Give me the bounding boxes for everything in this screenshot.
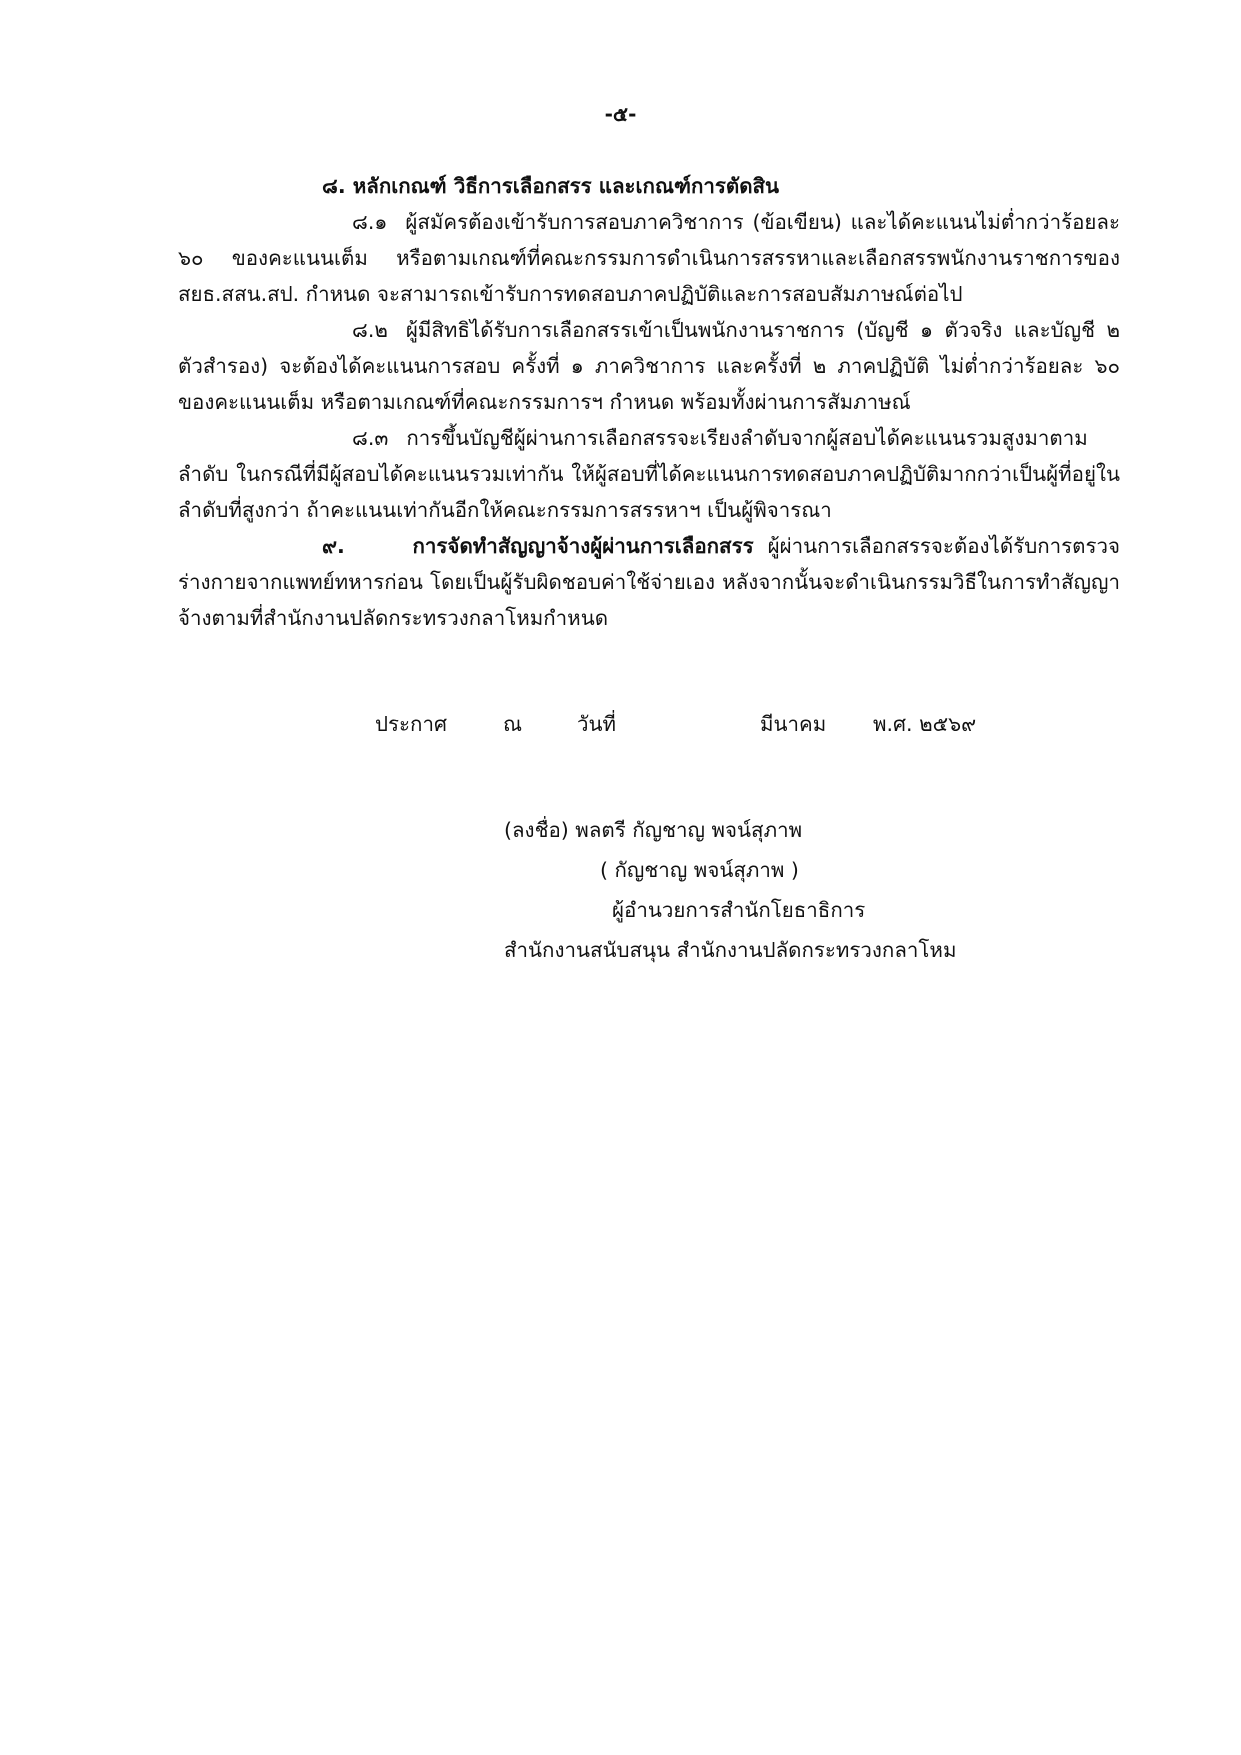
section-8-2-paragraph [178,312,1120,420]
section-8-3-text: การขึ้นบัญชีผู้ผ่านการเลือกสรรจะเรียงลำดับจากผู้สอบได้คะแนนรวมสูงมาตามลำดับ ในกรณีที่มีผู้สอบได้คะแนนรวมเท่ากัน ให้ผู้สอบที่ได้คะแนนการทดสอบภาคปฏิบัติมากกว่าเป็นผู้ที่อยู่ในลำดับที่สูงกว่า ถ้าคะแนนเท่ากันอีกให้คณะกรรมการสรรหาฯ เป็นผู้พิจารณา [178,426,1120,522]
announcement-date-label: วันที่ [577,712,617,736]
signature-office: สำนักงานสนับสนุน สำนักงานปลัดกระทรวงกลาโหม [504,938,957,962]
announcement-year: พ.ศ. ๒๕๖๙ [873,712,977,736]
signature-signed: (ลงชื่อ) พลตรี กัญชาญ พจน์สุภาพ [504,818,803,842]
section-8-3-paragraph [178,420,1120,528]
section-8-1-paragraph [178,204,1120,312]
document-body [178,168,1120,636]
section-8-1-number: ๘.๑ [352,210,388,234]
section-9-paragraph [178,528,1120,636]
page-number: -๕- [604,102,637,126]
section-8-1-text: ผู้สมัครต้องเข้ารับการสอบภาควิชาการ (ข้อเขียน) และได้คะแนนไม่ต่ำกว่าร้อยละ ๖๐ ของคะแนนเต็ม หรือตามเกณฑ์ที่คณะกรรมการดำเนินการสรรหาและเลือกสรรพนักงานราชการของ สยธ.สสน.สป. กำหนด จะสามารถเข้ารับการทดสอบภาคปฏิบัติและการสอบสัมภาษณ์ต่อไป [178,210,1120,306]
section-8-heading: ๘. หลักเกณฑ์ วิธีการเลือกสรร และเกณฑ์การตัดสิน [322,174,780,198]
announcement-line [0,708,1241,748]
announcement-month: มีนาคม [760,712,827,736]
announcement-at: ณ [503,712,523,736]
section-9-heading: ๙. การจัดทำสัญญาจ้างผู้ผ่านการเลือกสรร [322,534,754,558]
section-8-2-text: ผู้มีสิทธิได้รับการเลือกสรรเข้าเป็นพนักงานราชการ (บัญชี ๑ ตัวจริง และบัญชี ๒ ตัวสำรอง) จะต้องได้คะแนนการสอบ ครั้งที่ ๑ ภาควิชาการ และครั้งที่ ๒ ภาคปฏิบัติ ไม่ต่ำกว่าร้อยละ ๖๐ ของคะแนนเต็ม หรือตามเกณฑ์ที่คณะกรรมการฯ กำหนด พร้อมทั้งผ่านการสัมภาษณ์ [178,318,1120,414]
section-9-text: ผู้ผ่านการเลือกสรรจะต้องได้รับการตรวจร่างกายจากแพทย์ทหารก่อน โดยเป็นผู้รับผิดชอบค่าใช้จ่ายเอง หลังจากนั้นจะดำเนินกรรมวิธีในการทำสัญญาจ้างตามที่สำนักงานปลัดกระทรวงกลาโหมกำหนด [178,534,1120,630]
signature-name: ( กัญชาญ พจน์สุภาพ ) [600,858,799,882]
signature-position: ผู้อำนวยการสำนักโยธาธิการ [612,898,866,922]
section-8-2-number: ๘.๒ [352,318,388,342]
announcement-label: ประกาศ [375,712,447,736]
section-8-3-number: ๘.๓ [352,426,389,450]
